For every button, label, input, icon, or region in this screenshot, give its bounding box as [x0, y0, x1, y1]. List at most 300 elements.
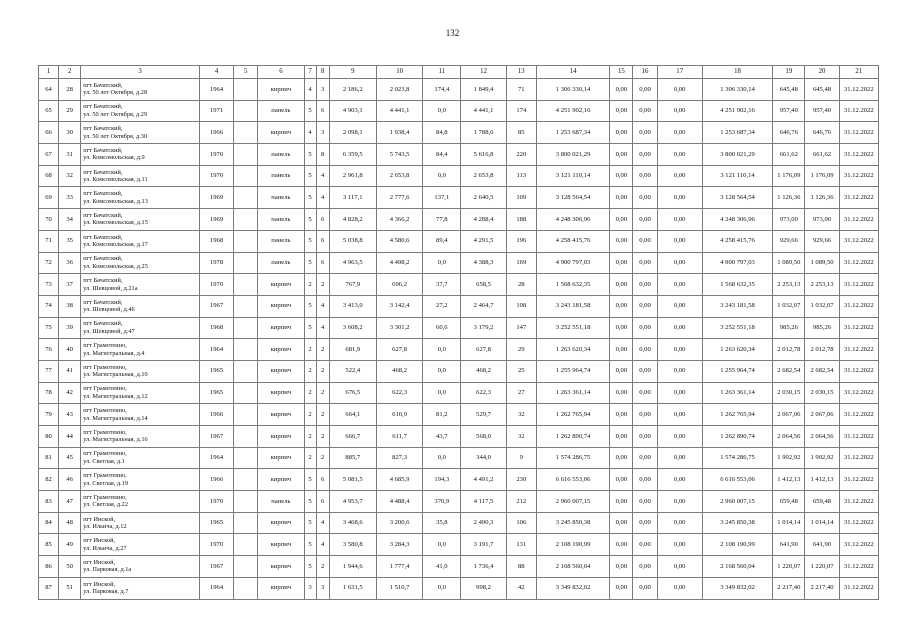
- address-street: ул. Шевцовой, д.21а: [83, 284, 138, 292]
- table-cell: 468,2: [461, 360, 506, 382]
- table-cell: 2 098,1: [329, 122, 376, 144]
- address-locality: пгт Бачатский,: [83, 211, 123, 219]
- table-cell: 522,4: [329, 360, 376, 382]
- table-cell: 1971: [199, 100, 233, 122]
- table-cell: 31.12.2022: [839, 165, 878, 187]
- table-cell: 5 743,5: [376, 144, 422, 166]
- table-cell: 4 288,4: [461, 209, 506, 231]
- table-cell: 6 359,5: [329, 144, 376, 166]
- table-cell: 1970: [199, 534, 233, 556]
- table-cell: 2: [316, 382, 329, 404]
- column-number-cell: 6: [258, 66, 304, 79]
- table-cell: 27,2: [423, 295, 461, 317]
- table-cell: 5: [304, 317, 316, 339]
- table-cell: 2 012,78: [773, 339, 805, 361]
- table-row: [39, 122, 879, 144]
- address-street: ул. Шевцовой, д.47: [83, 327, 135, 335]
- table-cell: 0,00: [657, 317, 702, 339]
- table-cell: 1966: [199, 122, 233, 144]
- table-cell: 35,8: [423, 512, 461, 534]
- table-cell: 36: [59, 252, 81, 274]
- table-cell: 35: [59, 230, 81, 252]
- table-cell: 957,40: [773, 100, 805, 122]
- table-cell: 0,00: [657, 534, 702, 556]
- address-locality: пгт Бачатский,: [83, 233, 123, 241]
- table-cell: 5: [304, 230, 316, 252]
- table-cell: 31.12.2022: [839, 469, 878, 491]
- address-locality: пгт Грамотеино,: [83, 363, 127, 371]
- table-cell: 69: [39, 187, 59, 209]
- table-cell: 0,00: [633, 382, 657, 404]
- table-cell: [234, 404, 258, 426]
- table-cell: 2 490,3: [461, 512, 506, 534]
- table-cell: 32: [59, 165, 81, 187]
- table-cell: 3 121 110,14: [536, 165, 609, 187]
- table-cell: 194,3: [423, 469, 461, 491]
- table-cell: 2 464,7: [461, 295, 506, 317]
- table-cell: 2: [316, 339, 329, 361]
- table-cell: 2: [304, 339, 316, 361]
- table-cell: [234, 100, 258, 122]
- table-cell: 0,00: [610, 209, 633, 231]
- table-cell: 75: [39, 317, 59, 339]
- table-cell: кирпич: [258, 274, 304, 296]
- table-cell: 2 023,8: [376, 79, 422, 101]
- table-cell: 3 245 850,38: [536, 512, 609, 534]
- table-cell: 1 253 687,34: [536, 122, 609, 144]
- table-cell: 6: [316, 491, 329, 513]
- table-cell: 0,00: [633, 165, 657, 187]
- table-cell: 71: [506, 79, 536, 101]
- address-street: ул. Светлая, д.1: [83, 458, 125, 466]
- table-cell: 1 306 330,14: [536, 79, 609, 101]
- table-cell: 80: [39, 426, 59, 448]
- table-cell: [234, 230, 258, 252]
- address-street: ул. Магистральная, д.16: [83, 436, 148, 444]
- table-cell: 3 252 551,18: [536, 317, 609, 339]
- table-cell: [234, 556, 258, 578]
- table-cell: 622,3: [376, 382, 422, 404]
- table-cell: 39: [59, 317, 81, 339]
- table-cell: 0,00: [610, 252, 633, 274]
- table-cell: 1 253 687,34: [702, 122, 772, 144]
- table-cell: 85: [506, 122, 536, 144]
- table-cell: [234, 295, 258, 317]
- table-cell: 0,00: [633, 317, 657, 339]
- table-cell: кирпич: [258, 339, 304, 361]
- table-cell: 0,00: [657, 274, 702, 296]
- table-row: [39, 491, 879, 513]
- table-cell: 4 963,5: [329, 252, 376, 274]
- address-street: ул. 50 лет Октября, д.30: [83, 132, 148, 140]
- table-cell: кирпич: [258, 295, 304, 317]
- table-cell: 50: [59, 556, 81, 578]
- table-cell: 1965: [199, 360, 233, 382]
- table-cell: 1 220,07: [773, 556, 805, 578]
- table-cell: панель: [258, 491, 304, 513]
- table-cell: 0,00: [633, 556, 657, 578]
- address-cell: [81, 317, 200, 339]
- table-cell: 2: [304, 274, 316, 296]
- table-cell: [234, 534, 258, 556]
- address-cell: [81, 295, 200, 317]
- table-cell: 6: [316, 100, 329, 122]
- table-cell: 3 142,4: [376, 295, 422, 317]
- table-cell: 5: [304, 165, 316, 187]
- table-cell: 4: [316, 295, 329, 317]
- table-cell: 81: [39, 447, 59, 469]
- address-street: ул. Шевцовой, д.46: [83, 306, 135, 314]
- address-street: ул. 50 лет Октября, д.28: [83, 89, 148, 97]
- table-cell: [234, 447, 258, 469]
- table-cell: 109: [506, 187, 536, 209]
- table-cell: 66: [39, 122, 59, 144]
- table-cell: 3: [304, 577, 316, 599]
- table-cell: 1 262 890,74: [536, 426, 609, 448]
- address-cell: [81, 100, 200, 122]
- table-cell: 31.12.2022: [839, 404, 878, 426]
- address-locality: пгт Бачатский,: [83, 125, 123, 133]
- table-cell: 1 902,92: [805, 447, 839, 469]
- table-cell: панель: [258, 209, 304, 231]
- table-cell: панель: [258, 144, 304, 166]
- table-cell: 2 186,2: [329, 79, 376, 101]
- table-cell: 31.12.2022: [839, 556, 878, 578]
- table-cell: 5: [304, 534, 316, 556]
- table-cell: 0,00: [610, 426, 633, 448]
- table-cell: 627,8: [461, 339, 506, 361]
- table-cell: 1969: [199, 209, 233, 231]
- table-cell: 174,4: [423, 79, 461, 101]
- address-street: ул. 50 лет Октября, д.29: [83, 111, 148, 119]
- table-cell: 137,1: [423, 187, 461, 209]
- table-cell: 1 014,14: [805, 512, 839, 534]
- address-street: ул. Комсомольская, д.15: [83, 219, 148, 227]
- column-number-cell: 21: [839, 66, 878, 79]
- table-cell: 627,8: [376, 339, 422, 361]
- table-cell: 5: [304, 144, 316, 166]
- table-cell: [234, 577, 258, 599]
- table-cell: 31.12.2022: [839, 534, 878, 556]
- table-cell: 985,26: [805, 317, 839, 339]
- table-cell: 31.12.2022: [839, 339, 878, 361]
- table-cell: 2: [304, 404, 316, 426]
- table-cell: 2 640,5: [461, 187, 506, 209]
- address-locality: пгт Бачатский,: [83, 103, 123, 111]
- table-cell: 29: [506, 339, 536, 361]
- table-cell: 8: [316, 144, 329, 166]
- table-cell: 3 121 110,14: [702, 165, 772, 187]
- table-cell: 4 828,2: [329, 209, 376, 231]
- column-number-cell: 3: [81, 66, 200, 79]
- table-cell: кирпич: [258, 426, 304, 448]
- table-cell: 0,00: [633, 295, 657, 317]
- table-cell: 0,00: [610, 187, 633, 209]
- table-cell: 0,0: [423, 360, 461, 382]
- column-number-row: [39, 66, 879, 79]
- table-cell: 0,0: [423, 339, 461, 361]
- table-cell: 89,4: [423, 230, 461, 252]
- table-cell: 169: [506, 252, 536, 274]
- table-cell: 0,0: [423, 447, 461, 469]
- table-cell: 0,00: [610, 404, 633, 426]
- table-cell: 3 800 021,29: [536, 144, 609, 166]
- table-cell: 1 262 765,94: [702, 404, 772, 426]
- table-cell: [234, 144, 258, 166]
- table-cell: 2 217,40: [773, 577, 805, 599]
- table-cell: 2 064,56: [805, 426, 839, 448]
- table-cell: 3 413,0: [329, 295, 376, 317]
- table-cell: 1966: [199, 469, 233, 491]
- table-cell: 1 089,50: [805, 252, 839, 274]
- housing-register-table: [38, 65, 879, 600]
- table-cell: 1964: [199, 339, 233, 361]
- table-cell: 973,00: [773, 209, 805, 231]
- table-cell: 31.12.2022: [839, 447, 878, 469]
- table-cell: 4 441,1: [376, 100, 422, 122]
- table-cell: 1 568 632,35: [702, 274, 772, 296]
- table-cell: 0,00: [657, 252, 702, 274]
- table-cell: 1970: [199, 491, 233, 513]
- table-cell: 64: [39, 79, 59, 101]
- table-row: [39, 512, 879, 534]
- table-cell: [234, 469, 258, 491]
- table-cell: 5 616,8: [461, 144, 506, 166]
- table-cell: 4 488,4: [376, 491, 422, 513]
- table-cell: 77: [39, 360, 59, 382]
- table-cell: 1 263 620,34: [536, 339, 609, 361]
- table-cell: 6: [316, 209, 329, 231]
- table-cell: 31.12.2022: [839, 100, 878, 122]
- table-cell: 5: [304, 556, 316, 578]
- table-cell: 1964: [199, 447, 233, 469]
- table-cell: [234, 512, 258, 534]
- table-cell: 0,00: [657, 165, 702, 187]
- table-cell: 2: [316, 426, 329, 448]
- table-cell: 188: [506, 209, 536, 231]
- table-row: [39, 577, 879, 599]
- table-cell: 4 117,5: [461, 491, 506, 513]
- address-street: ул. Комсомольская, д.11: [83, 176, 148, 184]
- table-cell: 31.12.2022: [839, 252, 878, 274]
- table-cell: 1 736,4: [461, 556, 506, 578]
- address-locality: пгт Бачатский,: [83, 81, 123, 89]
- table-cell: 957,40: [805, 100, 839, 122]
- table-cell: [234, 209, 258, 231]
- table-cell: 681,9: [329, 339, 376, 361]
- table-cell: 3 117,1: [329, 187, 376, 209]
- table-cell: 0,00: [657, 556, 702, 578]
- table-cell: 0,00: [610, 360, 633, 382]
- table-cell: 1 255 964,74: [536, 360, 609, 382]
- table-cell: 31: [59, 144, 81, 166]
- address-street: ул. Светлая, д.22: [83, 501, 128, 509]
- table-cell: 31.12.2022: [839, 491, 878, 513]
- table-row: [39, 295, 879, 317]
- table-cell: 0,00: [657, 491, 702, 513]
- table-cell: 3 284,3: [376, 534, 422, 556]
- table-cell: 2 960 007,15: [702, 491, 772, 513]
- address-locality: пгт Бачатский,: [83, 276, 123, 284]
- address-locality: пгт Инской,: [83, 558, 116, 566]
- table-cell: [234, 274, 258, 296]
- table-cell: 3 252 551,18: [702, 317, 772, 339]
- table-cell: [234, 187, 258, 209]
- table-cell: 31.12.2022: [839, 209, 878, 231]
- table-cell: 0,00: [633, 209, 657, 231]
- table-cell: 2: [304, 360, 316, 382]
- table-cell: 6: [316, 230, 329, 252]
- table-cell: 1 849,4: [461, 79, 506, 101]
- table-cell: 3 191,7: [461, 534, 506, 556]
- table-cell: 0,00: [610, 165, 633, 187]
- column-number-cell: 11: [423, 66, 461, 79]
- address-locality: пгт Бачатский,: [83, 298, 123, 306]
- address-street: ул. Магистральная, д.4: [83, 349, 145, 357]
- table-cell: 1 306 330,14: [702, 79, 772, 101]
- table-cell: 4 388,3: [461, 252, 506, 274]
- table-cell: 3 179,2: [461, 317, 506, 339]
- table-cell: 1 412,13: [805, 469, 839, 491]
- table-cell: 0,00: [610, 79, 633, 101]
- address-cell: [81, 447, 200, 469]
- address-cell: [81, 382, 200, 404]
- table-cell: 3 243 181,58: [536, 295, 609, 317]
- table-cell: 230: [506, 469, 536, 491]
- table-cell: 3 245 850,38: [702, 512, 772, 534]
- table-cell: 0,0: [423, 382, 461, 404]
- table-cell: 0,00: [633, 404, 657, 426]
- column-number-cell: 14: [536, 66, 609, 79]
- table-cell: панель: [258, 165, 304, 187]
- table-cell: 2 108 190,99: [536, 534, 609, 556]
- table-cell: 1 032,07: [773, 295, 805, 317]
- table-cell: 0,00: [657, 426, 702, 448]
- table-cell: 1967: [199, 556, 233, 578]
- table-cell: 0,00: [610, 274, 633, 296]
- table-cell: [234, 426, 258, 448]
- address-cell: [81, 512, 200, 534]
- table-cell: 28: [59, 79, 81, 101]
- table-cell: 31.12.2022: [839, 382, 878, 404]
- address-locality: пгт Бачатский,: [83, 255, 123, 263]
- table-cell: 2: [316, 360, 329, 382]
- table-cell: кирпич: [258, 447, 304, 469]
- table-cell: 696,2: [376, 274, 422, 296]
- table-cell: 2: [316, 556, 329, 578]
- address-street: ул. Магистральная, д.10: [83, 371, 148, 379]
- table-cell: 31.12.2022: [839, 187, 878, 209]
- address-locality: пгт Инской,: [83, 515, 116, 523]
- table-cell: 4 900 797,03: [702, 252, 772, 274]
- table-cell: 1 510,7: [376, 577, 422, 599]
- table-cell: 0,00: [633, 491, 657, 513]
- table-cell: 84,8: [423, 122, 461, 144]
- table-cell: 2 030,15: [805, 382, 839, 404]
- table-cell: 0,00: [633, 512, 657, 534]
- address-cell: [81, 534, 200, 556]
- table-row: [39, 404, 879, 426]
- table-cell: [234, 252, 258, 274]
- address-street: ул. Комсомольская, д.25: [83, 262, 148, 270]
- table-cell: 0,00: [657, 577, 702, 599]
- table-cell: 29: [59, 100, 81, 122]
- table-cell: 3: [316, 79, 329, 101]
- address-cell: [81, 469, 200, 491]
- table-cell: 1 938,4: [376, 122, 422, 144]
- table-cell: панель: [258, 230, 304, 252]
- table-cell: 0,00: [610, 339, 633, 361]
- table-cell: 2: [316, 274, 329, 296]
- address-locality: пгт Грамотеино,: [83, 342, 127, 349]
- table-cell: 1 255 964,74: [702, 360, 772, 382]
- table-cell: 985,26: [773, 317, 805, 339]
- table-cell: 31.12.2022: [839, 274, 878, 296]
- table-cell: 72: [39, 252, 59, 274]
- table-cell: 0,00: [633, 122, 657, 144]
- table-cell: 2 253,13: [773, 274, 805, 296]
- table-cell: 6: [316, 252, 329, 274]
- table-cell: 84: [39, 512, 59, 534]
- table-cell: 1 263 620,34: [702, 339, 772, 361]
- table-cell: 885,7: [329, 447, 376, 469]
- column-number-cell: 16: [633, 66, 657, 79]
- table-cell: кирпич: [258, 382, 304, 404]
- table-cell: 4 258 415,76: [536, 230, 609, 252]
- table-cell: 0,00: [657, 295, 702, 317]
- table-cell: 659,48: [805, 491, 839, 513]
- address-cell: [81, 209, 200, 231]
- table-cell: панель: [258, 252, 304, 274]
- table-cell: 4: [316, 317, 329, 339]
- table-cell: [234, 317, 258, 339]
- table-cell: 998,2: [461, 577, 506, 599]
- table-cell: 37,7: [423, 274, 461, 296]
- table-cell: 47: [59, 491, 81, 513]
- table-cell: 31.12.2022: [839, 317, 878, 339]
- table-cell: 2 961,8: [329, 165, 376, 187]
- table-cell: 0,00: [657, 469, 702, 491]
- table-cell: 645,48: [805, 79, 839, 101]
- table-cell: 0,00: [657, 339, 702, 361]
- table-cell: 0,00: [610, 534, 633, 556]
- table-cell: 344,0: [461, 447, 506, 469]
- table-row: [39, 556, 879, 578]
- table-cell: 0,00: [610, 382, 633, 404]
- table-cell: 81,2: [423, 404, 461, 426]
- table-cell: 4 258 415,76: [702, 230, 772, 252]
- table-cell: 0,00: [610, 447, 633, 469]
- table-cell: 0,00: [657, 230, 702, 252]
- table-cell: 2 168 560,04: [702, 556, 772, 578]
- address-locality: пгт Инской,: [83, 537, 116, 545]
- address-cell: [81, 187, 200, 209]
- table-cell: 43,7: [423, 426, 461, 448]
- table-cell: 113: [506, 165, 536, 187]
- table-cell: 4 251 902,16: [536, 100, 609, 122]
- table-cell: 2 777,6: [376, 187, 422, 209]
- address-cell: [81, 577, 200, 599]
- table-cell: 0,00: [657, 360, 702, 382]
- table-cell: 1978: [199, 252, 233, 274]
- table-cell: 0,00: [657, 404, 702, 426]
- table-cell: [234, 339, 258, 361]
- table-cell: 25: [506, 360, 536, 382]
- table-cell: 0,0: [423, 165, 461, 187]
- table-cell: 1964: [199, 79, 233, 101]
- table-cell: 0,00: [633, 187, 657, 209]
- table-cell: 1 032,07: [805, 295, 839, 317]
